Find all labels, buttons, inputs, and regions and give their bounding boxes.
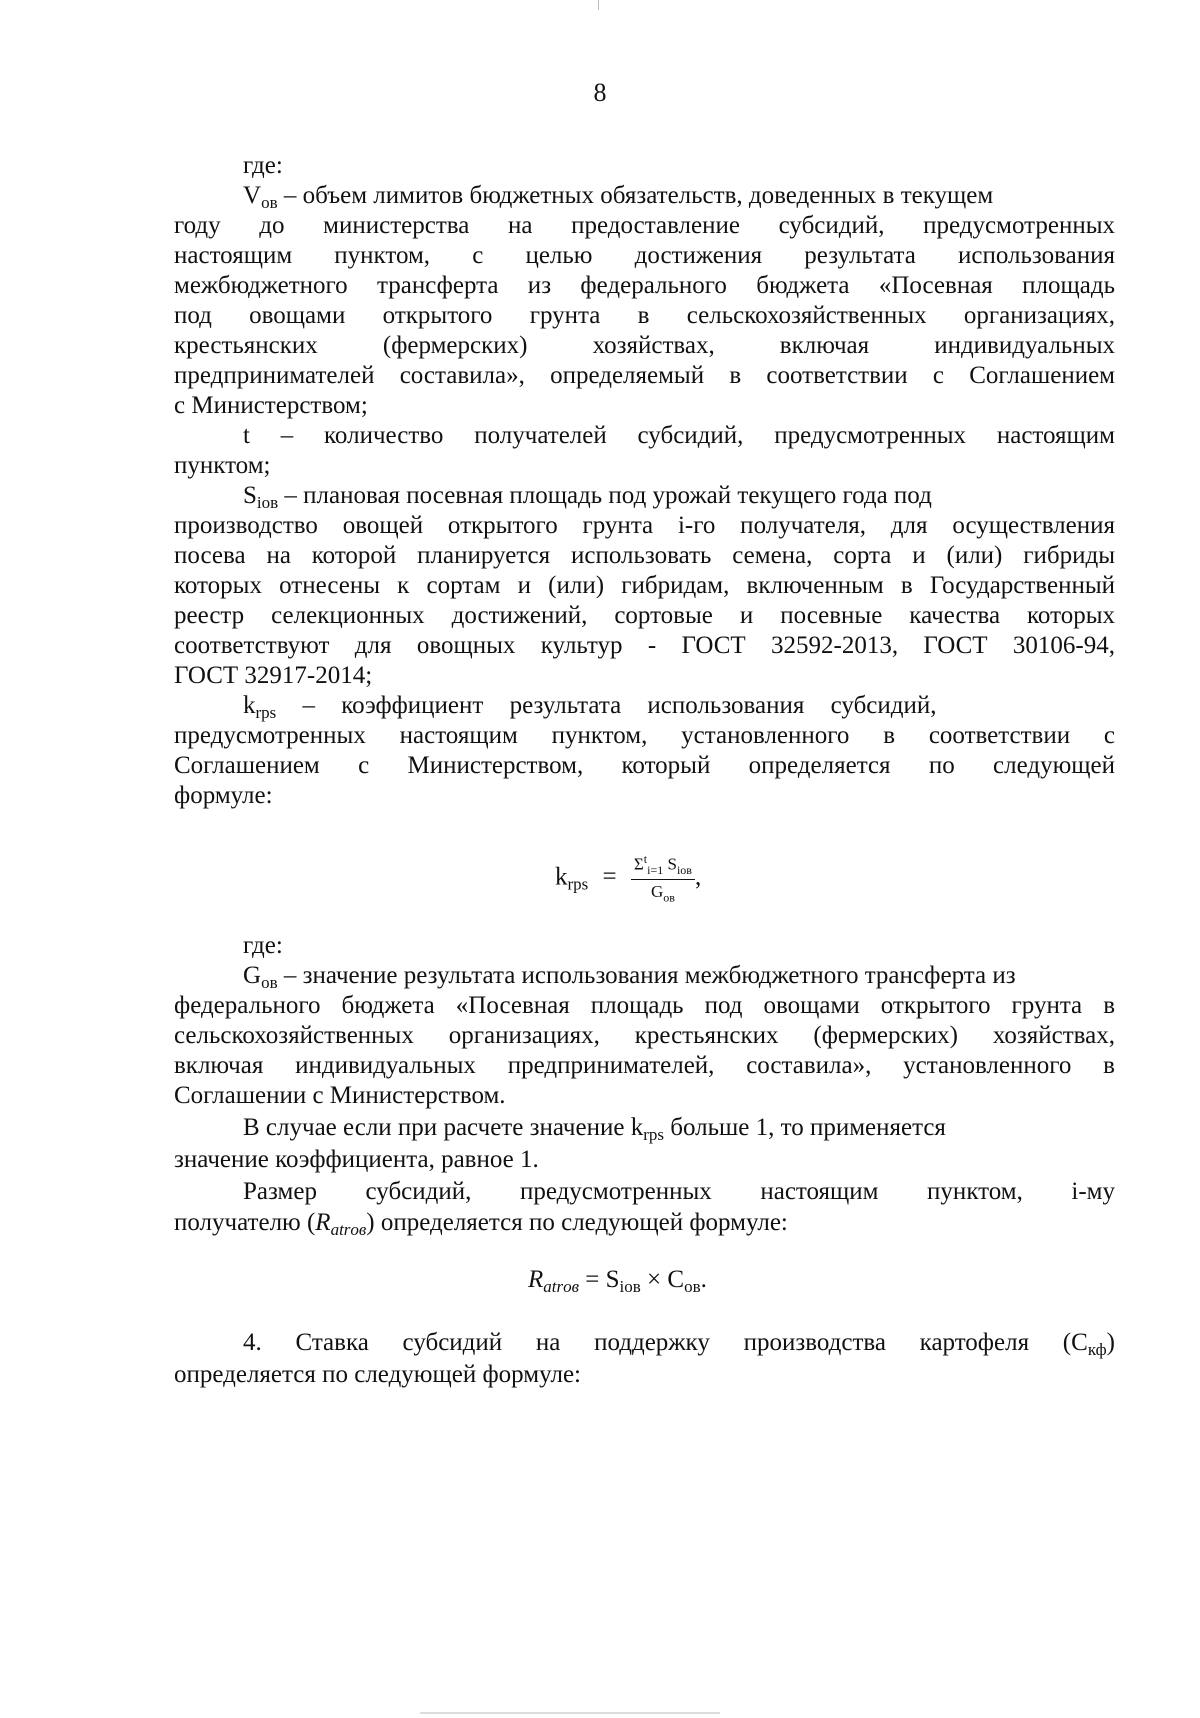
- symbol-subscript: ов: [261, 193, 278, 212]
- text-line: [174, 451, 1115, 481]
- line-text: под овощами открытого грунта в сельскохозяйственных организациях,: [174, 302, 1115, 329]
- formula-subscript: ов: [684, 1277, 701, 1296]
- line-text: В случае если при расчете значение k: [243, 1114, 644, 1141]
- line-text: производство овощей открытого грунта i-го получателя, для осуществления: [174, 512, 1115, 539]
- symbol-subscript: rps: [255, 703, 277, 722]
- text-line: [174, 331, 1115, 361]
- text-line: [174, 1021, 1115, 1051]
- line-text: больше 1, то применяется: [663, 1114, 946, 1141]
- text-line: [174, 781, 1115, 811]
- text-line: [174, 721, 1115, 751]
- sum-lower-limit: i=1: [647, 863, 664, 878]
- text-line: [174, 661, 1115, 691]
- formula-subscript: rps: [567, 874, 589, 894]
- text-line: [174, 511, 1115, 541]
- text-line: [174, 991, 1115, 1021]
- text-line: [243, 421, 1115, 451]
- times-sign: ×: [640, 1266, 668, 1293]
- denominator-subscript: ов: [663, 890, 675, 905]
- line-text: – коэффициент результата использования субсидий,: [276, 692, 937, 719]
- line-text: сельскохозяйственных организациях, крестьянских (фермерских) хозяйствах,: [174, 1022, 1115, 1049]
- line-text: межбюджетного трансферта из федерального бюджета «Посевная площадь: [174, 272, 1115, 299]
- line-text: предусмотренных настоящим пунктом, установленного в соответствии с: [174, 722, 1115, 749]
- denominator-symbol: G: [650, 882, 664, 902]
- symbol: S: [243, 482, 257, 509]
- text-line: [174, 361, 1115, 391]
- line-text: федерального бюджета «Посевная площадь под овощами открытого грунта в: [174, 992, 1115, 1019]
- text-line: [174, 751, 1115, 781]
- line-text: где:: [243, 152, 283, 179]
- line-text: ) определяется по следующей формуле:: [366, 1209, 788, 1236]
- symbol: k: [243, 692, 256, 719]
- text-line: [174, 1051, 1115, 1081]
- line-text: соответствуют для овощных культур - ГОСТ 32592-2013, ГОСТ 30106-94,: [174, 632, 1115, 659]
- text-line: [174, 571, 1115, 601]
- line-text: крестьянских (фермерских) хозяйствах, включая индивидуальных: [174, 332, 1115, 359]
- line-text: – значение результата использования межбюджетного трансферта из: [277, 962, 1016, 989]
- line-text: значение коэффициента, равное 1.: [174, 1146, 539, 1173]
- formula-fraction: [631, 852, 695, 905]
- scan-artifact: [598, 0, 599, 10]
- formula-punctuation: .: [700, 1266, 707, 1293]
- text-line: [174, 631, 1115, 661]
- line-text: пунктом;: [174, 452, 271, 479]
- symbol-subscript: iов: [256, 493, 279, 512]
- formula-punctuation: ,: [694, 863, 702, 891]
- symbol-subscript: кф: [1087, 1340, 1107, 1359]
- text-line: [174, 211, 1115, 241]
- symbol: R: [315, 1209, 331, 1236]
- formula-symbol: S: [605, 1266, 620, 1293]
- line-text: – плановая посевная площадь под урожай текущего года под: [278, 482, 932, 509]
- fraction-denominator: [631, 880, 695, 905]
- scan-artifact: [420, 1712, 720, 1714]
- line-text: t – количество получателей субсидий, предусмотренных настоящим: [243, 422, 1115, 449]
- line-text: определяется по следующей формуле:: [174, 1361, 582, 1388]
- symbol: V: [243, 182, 262, 209]
- formula-subscript: iов: [619, 1277, 641, 1296]
- sigma-sign: Σ: [633, 854, 644, 874]
- line-text: предпринимателей составила», определяемый в соответствии с Соглашением: [174, 362, 1115, 389]
- line-text: 4. Ставка субсидий на поддержку производства картофеля (С: [243, 1329, 1088, 1356]
- equals-sign: =: [602, 863, 617, 891]
- symbol-subscript: ов: [261, 973, 278, 992]
- line-text: – объем лимитов бюджетных обязательств, доведенных в текущем: [277, 182, 994, 209]
- line-text: посева на которой планируется использовать семена, сорта и (или) гибриды: [174, 542, 1115, 569]
- text-line: [174, 271, 1115, 301]
- line-text: реестр селекционных достижений, сортовые и посевные качества которых: [174, 602, 1115, 629]
- text-line: [174, 391, 1115, 421]
- text-line: [174, 1360, 1115, 1390]
- text-line: [243, 1177, 1115, 1207]
- line-text: где:: [243, 932, 283, 959]
- formula-symbol: R: [528, 1266, 544, 1293]
- formula-k-rps: [555, 852, 701, 905]
- fraction-numerator: [631, 852, 695, 880]
- line-text: которых отнесены к сортам и (или) гибридам, включенным в Государственный: [174, 572, 1115, 599]
- symbol: G: [243, 962, 262, 989]
- sum-upper-limit: t: [643, 852, 648, 866]
- symbol-subscript: atrов: [330, 1220, 367, 1239]
- text-line: [174, 241, 1115, 271]
- text-line: [174, 1145, 1115, 1175]
- line-text: Соглашении с Министерством.: [174, 1082, 506, 1109]
- text-line: [243, 931, 1115, 961]
- text-line: [174, 1081, 1115, 1111]
- text-line: [174, 601, 1115, 631]
- text-line: [174, 301, 1115, 331]
- line-text: Размер субсидий, предусмотренных настоящим пунктом, i-му: [243, 1178, 1115, 1205]
- line-text: настоящим пунктом, с целью достижения результата использования: [174, 242, 1115, 269]
- formula-r-atrov: [528, 1266, 707, 1297]
- line-text: формуле:: [174, 782, 273, 809]
- line-text: с Министерством;: [174, 392, 368, 419]
- line-text: ): [1106, 1329, 1115, 1356]
- numerator-subscript: iов: [676, 863, 692, 878]
- line-text: включая индивидуальных предпринимателей, составила», установленного в: [174, 1052, 1115, 1079]
- formula-symbol: k: [555, 863, 568, 891]
- formula-subscript: atrов: [543, 1277, 579, 1296]
- text-line: [174, 1208, 1115, 1245]
- line-text: Соглашением с Министерством, который определяется по следующей: [174, 752, 1115, 779]
- equals-sign: =: [579, 1266, 606, 1293]
- formula-symbol: C: [667, 1266, 685, 1293]
- page-number: 8: [593, 78, 607, 107]
- line-text: ГОСТ 32917-2014;: [174, 662, 373, 689]
- symbol-subscript: rps: [643, 1125, 664, 1144]
- text-line: [174, 541, 1115, 571]
- line-text: году до министерства на предоставление субсидий, предусмотренных: [174, 212, 1115, 239]
- text-line: [243, 151, 1115, 181]
- numerator-symbol: S: [663, 854, 677, 874]
- line-text: получателю (: [174, 1209, 316, 1236]
